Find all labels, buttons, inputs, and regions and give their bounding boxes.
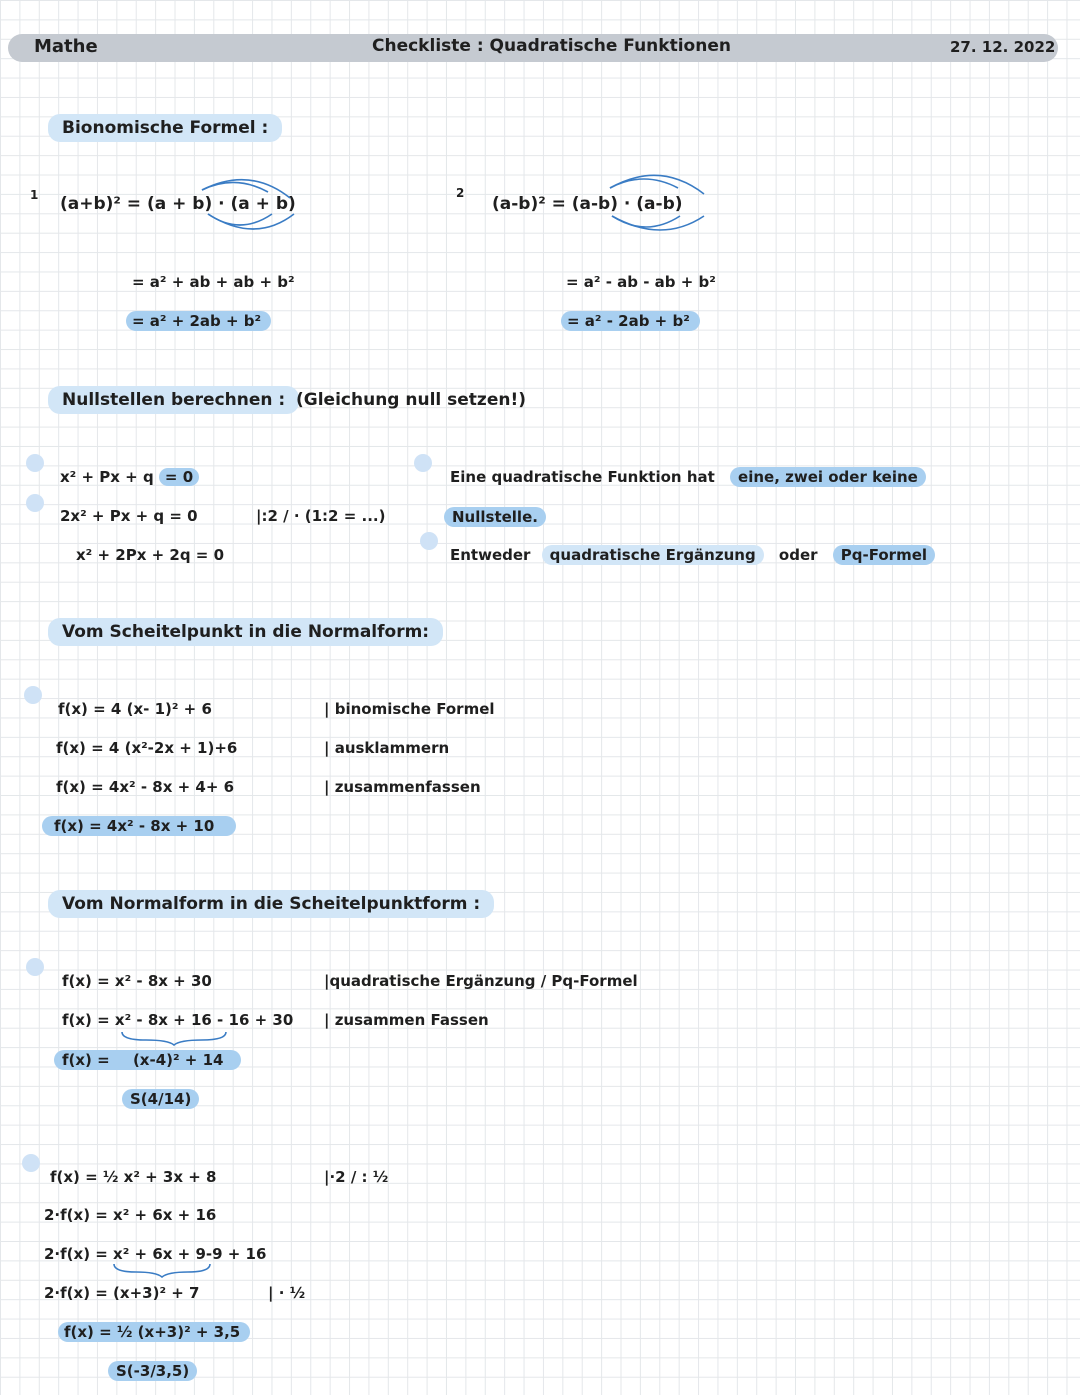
nullstellen-text3	[450, 546, 935, 564]
nullstellen-eq1-left: x² + Px + q	[60, 468, 154, 486]
binom1-result: = a² + 2ab + b²	[126, 311, 271, 331]
example3-line3: 2·f(x) = x² + 6x + 9-9 + 16	[44, 1245, 267, 1263]
bullet-dot	[26, 454, 44, 472]
nullstellen-text3-plain: Entweder	[450, 546, 531, 564]
scheitel-normal-line3: f(x) = 4x² - 8x + 4+ 6	[56, 778, 235, 796]
example3-line2: 2·f(x) = x² + 6x + 16	[44, 1206, 217, 1224]
normal-scheitel-heading: Vom Normalform in die Scheitelpunktform :	[48, 890, 494, 918]
completion-brace	[120, 1030, 230, 1046]
binom1-line2: = a² + ab + ab + b²	[132, 273, 295, 291]
normal-scheitel-vertex: S(4/14)	[122, 1089, 199, 1109]
nullstellen-eq2-note: |:2 / · (1:2 = ...)	[256, 507, 386, 525]
scheitel-normal-step2: | ausklammern	[324, 739, 450, 757]
scheitel-normal-result: f(x) = 4x² - 8x + 10	[42, 816, 236, 836]
binom2-line1: (a-b)² = (a-b) · (a-b)	[492, 194, 683, 214]
expansion-arrows-2	[596, 176, 716, 240]
bullet-dot	[420, 532, 438, 550]
bullet-dot	[22, 1154, 40, 1172]
example3-line4: 2·f(x) = (x+3)² + 7	[44, 1284, 200, 1302]
bullet-dot	[26, 494, 44, 512]
scheitel-normal-line1: f(x) = 4 (x- 1)² + 6	[58, 700, 212, 718]
formula-number-2: 2	[456, 186, 465, 200]
nullstellen-eq2: 2x² + Px + q = 0	[60, 507, 198, 525]
scheitel-normal-step1: | binomische Formel	[324, 700, 495, 718]
nullstellen-text1-plain: Eine quadratische Funktion hat	[450, 468, 715, 486]
nullstellen-text1-highlight: eine, zwei oder keine	[730, 467, 926, 487]
example3-line1-note: |·2 / : ½	[324, 1168, 389, 1186]
bullet-dot	[26, 958, 44, 976]
nullstellen-subheading: (Gleichung null setzen!)	[296, 390, 526, 410]
bullet-dot	[24, 686, 42, 704]
nullstellen-text2-highlight: Nullstelle.	[444, 507, 546, 527]
binom-heading: Bionomische Formel :	[48, 114, 282, 142]
example3-line1: f(x) = ½ x² + 3x + 8	[50, 1168, 217, 1186]
nullstellen-text3-mid: oder	[778, 546, 818, 564]
normal-scheitel-step1: |quadratische Ergänzung / Pq-Formel	[324, 972, 638, 990]
binom2-line2: = a² - ab - ab + b²	[566, 273, 716, 291]
completion-brace	[112, 1262, 212, 1278]
scheitel-normal-line2: f(x) = 4 (x²-2x + 1)+6	[56, 739, 238, 757]
normal-scheitel-line3-label: f(x) =	[62, 1051, 110, 1069]
normal-scheitel-line3-value: (x-4)² + 14	[132, 1051, 224, 1069]
nullstellen-text1	[450, 468, 926, 486]
normal-scheitel-step2: | zusammen Fassen	[324, 1011, 489, 1029]
example3-vertex: S(-3/3,5)	[108, 1361, 197, 1381]
normal-scheitel-line1: f(x) = x² - 8x + 30	[62, 972, 212, 990]
nullstellen-text3-highlight1: quadratische Ergänzung	[542, 545, 764, 565]
scheitel-normal-step3: | zusammenfassen	[324, 778, 481, 796]
subject-label: Mathe	[34, 36, 98, 57]
bullet-dot	[414, 454, 432, 472]
date-label: 27. 12. 2022	[950, 38, 1056, 56]
nullstellen-heading: Nullstellen berechnen :	[48, 386, 299, 414]
scheitel-normal-heading: Vom Scheitelpunkt in die Normalform:	[48, 618, 443, 646]
nullstellen-eq3: x² + 2Px + 2q = 0	[76, 546, 225, 564]
example3-line4-note: | · ½	[268, 1284, 306, 1302]
normal-scheitel-line2: f(x) = x² - 8x + 16 - 16 + 30	[62, 1011, 294, 1029]
binom2-result: = a² - 2ab + b²	[561, 311, 700, 331]
nullstellen-eq1-right: = 0	[159, 468, 199, 486]
normal-scheitel-line3	[54, 1050, 241, 1070]
page-title: Checkliste : Quadratische Funktionen	[372, 36, 731, 56]
formula-number-1: 1	[30, 188, 39, 202]
binom1-line1: (a+b)² = (a + b) · (a + b)	[60, 194, 296, 214]
nullstellen-eq1	[60, 468, 199, 486]
nullstellen-text3-highlight2: Pq-Formel	[833, 545, 935, 565]
example3-result: f(x) = ½ (x+3)² + 3,5	[58, 1322, 250, 1342]
expansion-arrows-1	[190, 180, 300, 240]
